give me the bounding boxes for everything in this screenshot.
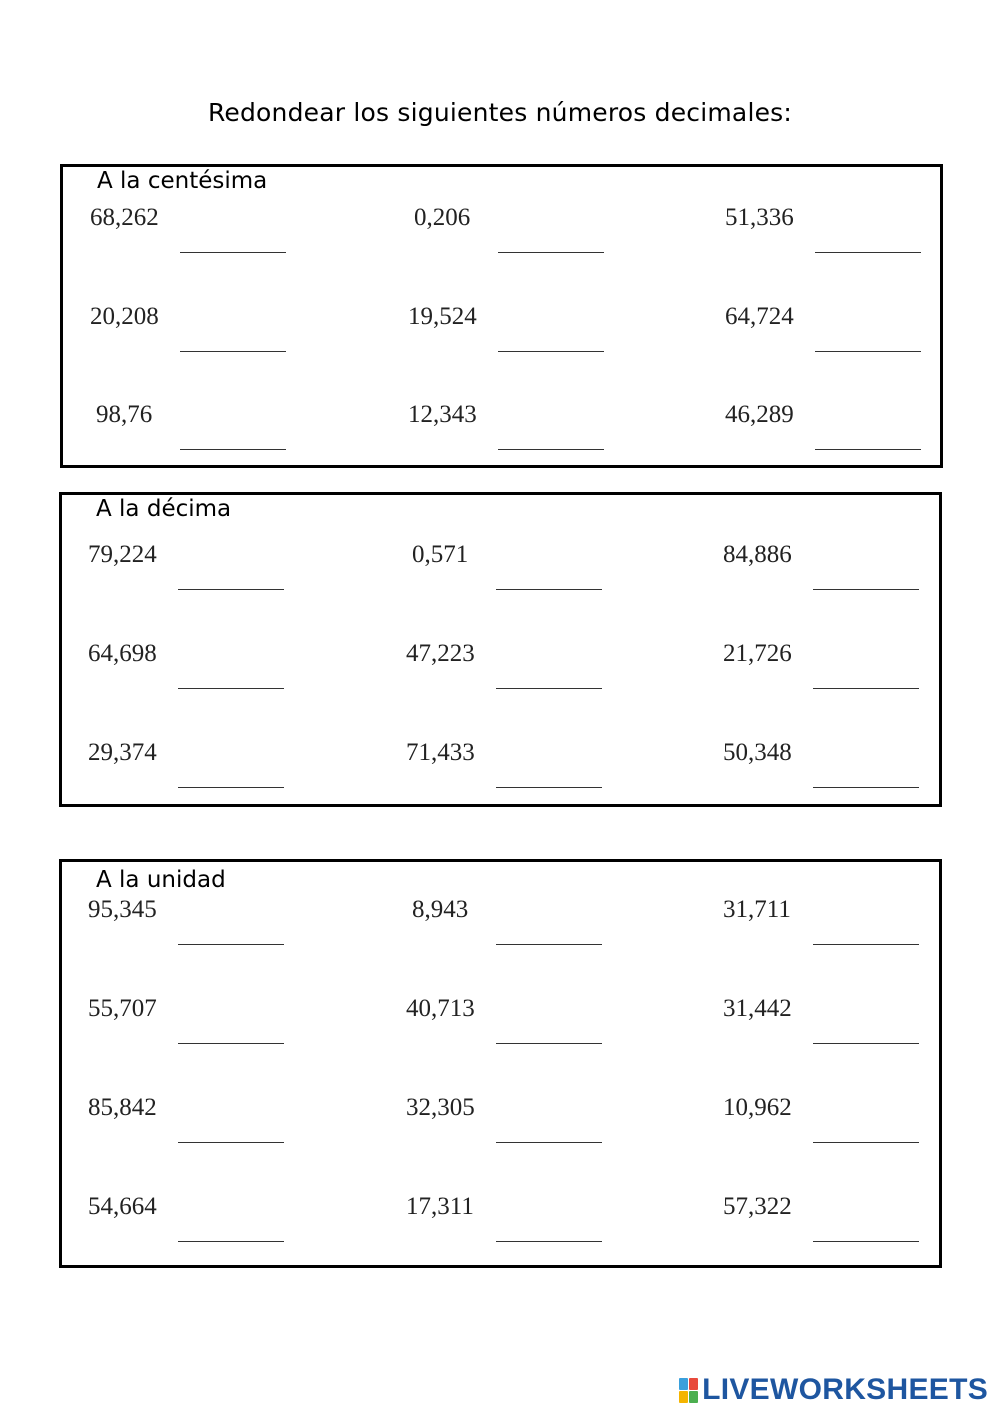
answer-input[interactable]: [178, 1215, 284, 1242]
decimal-number: 31,711: [723, 896, 791, 923]
decimal-number: 31,442: [723, 995, 792, 1022]
answer-input[interactable]: [813, 1116, 919, 1143]
answer-input[interactable]: [496, 662, 602, 689]
decimal-number: 64,698: [88, 640, 157, 667]
decimal-number: 32,305: [406, 1094, 475, 1121]
answer-input[interactable]: [815, 325, 921, 352]
answer-input[interactable]: [496, 761, 602, 788]
decimal-number: 19,524: [408, 303, 477, 330]
section-label: A la unidad: [96, 867, 226, 893]
decimal-number: 85,842: [88, 1094, 157, 1121]
answer-input[interactable]: [180, 423, 286, 450]
answer-input[interactable]: [178, 1017, 284, 1044]
answer-input[interactable]: [813, 918, 919, 945]
page-title: Redondear los siguientes números decimales:: [207, 98, 793, 127]
decimal-number: 71,433: [406, 739, 475, 766]
answer-input[interactable]: [498, 325, 604, 352]
decimal-number: 98,76: [96, 401, 153, 428]
answer-input[interactable]: [496, 1215, 602, 1242]
decimal-number: 0,571: [412, 541, 469, 568]
decimal-number: 47,223: [406, 640, 475, 667]
answer-input[interactable]: [813, 1017, 919, 1044]
decimal-number: 84,886: [723, 541, 792, 568]
decimal-number: 50,348: [723, 739, 792, 766]
answer-input[interactable]: [815, 423, 921, 450]
answer-input[interactable]: [813, 662, 919, 689]
decimal-number: 21,726: [723, 640, 792, 667]
decimal-number: 79,224: [88, 541, 157, 568]
liveworksheets-logo[interactable]: [679, 1374, 988, 1406]
answer-input[interactable]: [813, 761, 919, 788]
brand-name: LIVEWORKSHEETS: [702, 1373, 988, 1406]
answer-input[interactable]: [496, 918, 602, 945]
decimal-number: 68,262: [90, 204, 159, 231]
decimal-number: 10,962: [723, 1094, 792, 1121]
answer-input[interactable]: [813, 1215, 919, 1242]
decimal-number: 20,208: [90, 303, 159, 330]
decimal-number: 95,345: [88, 896, 157, 923]
answer-input[interactable]: [180, 325, 286, 352]
answer-input[interactable]: [496, 1017, 602, 1044]
decimal-number: 57,322: [723, 1193, 792, 1220]
answer-input[interactable]: [498, 423, 604, 450]
answer-input[interactable]: [498, 226, 604, 253]
answer-input[interactable]: [178, 918, 284, 945]
answer-input[interactable]: [496, 563, 602, 590]
section-decima: [59, 492, 942, 807]
decimal-number: 29,374: [88, 739, 157, 766]
answer-input[interactable]: [180, 226, 286, 253]
decimal-number: 51,336: [725, 204, 794, 231]
decimal-number: 8,943: [412, 896, 469, 923]
decimal-number: 0,206: [414, 204, 471, 231]
section-label: A la décima: [96, 496, 232, 522]
answer-input[interactable]: [178, 662, 284, 689]
decimal-number: 54,664: [88, 1193, 157, 1220]
decimal-number: 12,343: [408, 401, 477, 428]
answer-input[interactable]: [813, 563, 919, 590]
answer-input[interactable]: [496, 1116, 602, 1143]
decimal-number: 64,724: [725, 303, 794, 330]
answer-input[interactable]: [178, 761, 284, 788]
section-label: A la centésima: [97, 168, 268, 194]
decimal-number: 40,713: [406, 995, 475, 1022]
liveworksheets-logo-icon: [679, 1378, 698, 1403]
decimal-number: 55,707: [88, 995, 157, 1022]
answer-input[interactable]: [815, 226, 921, 253]
answer-input[interactable]: [178, 1116, 284, 1143]
decimal-number: 46,289: [725, 401, 794, 428]
decimal-number: 17,311: [406, 1193, 474, 1220]
answer-input[interactable]: [178, 563, 284, 590]
